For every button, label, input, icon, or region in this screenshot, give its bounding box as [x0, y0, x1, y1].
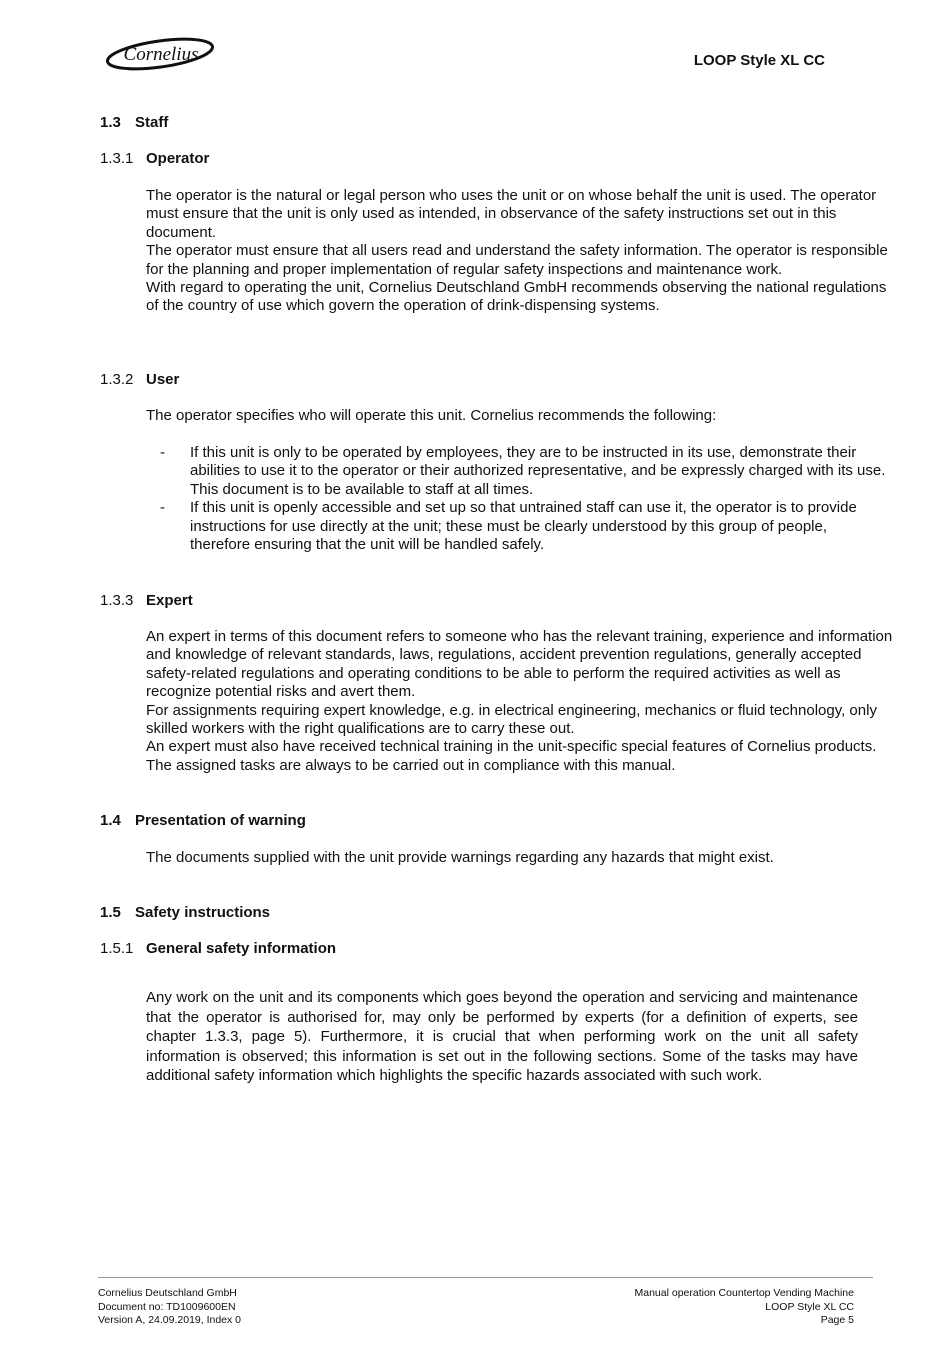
version-info: Version A, 24.09.2019, Index 0	[98, 1314, 242, 1326]
bullet-dash: -	[160, 444, 165, 461]
paragraph: The operator must ensure that all users read and understand the safety information. The operator is responsible for the planning and proper implementation of regular safety inspections and maintenance work.	[146, 242, 888, 278]
paragraph: An expert in terms of this document refers to someone who has the relevant training, experience and information and knowledge of relevant standards, laws, regulations, accident prevention regulations, generally accepted safety-related regulations and operating conditions to be able to perform the required activities as well as recognize potential risks and avert them.	[146, 628, 893, 701]
list-item-text: If this unit is openly accessible and set up so that untrained staff can use it, the operator is to provide instructions for use directly at the unit; these must be clearly understood by this group of people, therefore ensuring that the unit will be handled safely.	[190, 499, 857, 554]
user-intro	[146, 407, 896, 425]
paragraph: Any work on the unit and its components which goes beyond the operation and servicing and maintenance that the operator is authorised for, may only be performed by experts (for a definition of experts, see chapter 1.3.3, page 5). Furthermore, it is crucial that when performing work on the unit all safety information is observed; this information is set out in the following sections. Some of the tasks may have additional safety information which highlights the specific hazards associated with such work.	[146, 989, 858, 1085]
list-item	[146, 444, 886, 499]
company-name: Cornelius Deutschland GmbH	[98, 1287, 237, 1299]
user-bullet-list	[146, 444, 886, 554]
bullet-dash: -	[160, 499, 165, 517]
heading-1-3-3: 1.3.3 Expert	[100, 592, 193, 609]
paragraph: With regard to operating the unit, Cornelius Deutschland GmbH recommends observing the national regulations of the country of use which govern the operation of drink-dispensing systems.	[146, 279, 887, 315]
paragraph: The operator specifies who will operate this unit. Cornelius recommends the following:	[146, 407, 717, 424]
footer-right	[635, 1287, 855, 1328]
paragraph: An expert must also have received technical training in the unit-specific special features of Cornelius products. The assigned tasks are always to be carried out in compliance with this manual.	[146, 738, 877, 774]
heading-1-5-1: 1.5.1 General safety information	[100, 940, 337, 957]
heading-1-5: 1.5 Safety instructions	[100, 904, 271, 921]
heading-1-4: 1.4 Presentation of warning	[100, 812, 306, 829]
paragraph: For assignments requiring expert knowledge, e.g. in electrical engineering, mechanics or fluid technology, only skilled workers with the right qualifications are to carry these out.	[146, 701, 877, 738]
heading-1-3-1: 1.3.1 Operator	[100, 150, 210, 167]
operator-text	[146, 187, 896, 316]
cornelius-logo	[104, 36, 216, 72]
list-item-text: If this unit is only to be operated by employees, they are to be instructed in its use, demonstrate their abilities to use it to the operator or their authorized representative, and be expressly charged with its use. This document is to be available to staff at all times.	[190, 444, 886, 498]
footer-left	[98, 1287, 241, 1328]
heading-1-3: 1.3 Staff	[100, 114, 169, 131]
list-item	[146, 499, 886, 554]
document-title: LOOP Style XL CC	[693, 52, 825, 69]
manual-title: Manual operation Countertop Vending Machine	[634, 1287, 854, 1299]
general-safety-text	[146, 988, 858, 1086]
heading-1-3-2: 1.3.2 User	[100, 371, 180, 388]
warning-text	[146, 849, 896, 867]
paragraph: The documents supplied with the unit provide warnings regarding any hazards that might exist.	[146, 849, 774, 866]
page-number: Page 5	[820, 1314, 854, 1326]
expert-text	[146, 628, 896, 775]
product-name: LOOP Style XL CC	[765, 1300, 854, 1313]
paragraph: The operator is the natural or legal person who uses the unit or on whose behalf the unit is used. The operator must ensure that the unit is only used as intended, in observance of the safety instructions set out in this document.	[146, 187, 877, 241]
document-number: Document no: TD1009600EN	[98, 1300, 236, 1313]
svg-text:Cornelius: Cornelius	[123, 44, 199, 65]
footer-divider	[98, 1277, 873, 1278]
